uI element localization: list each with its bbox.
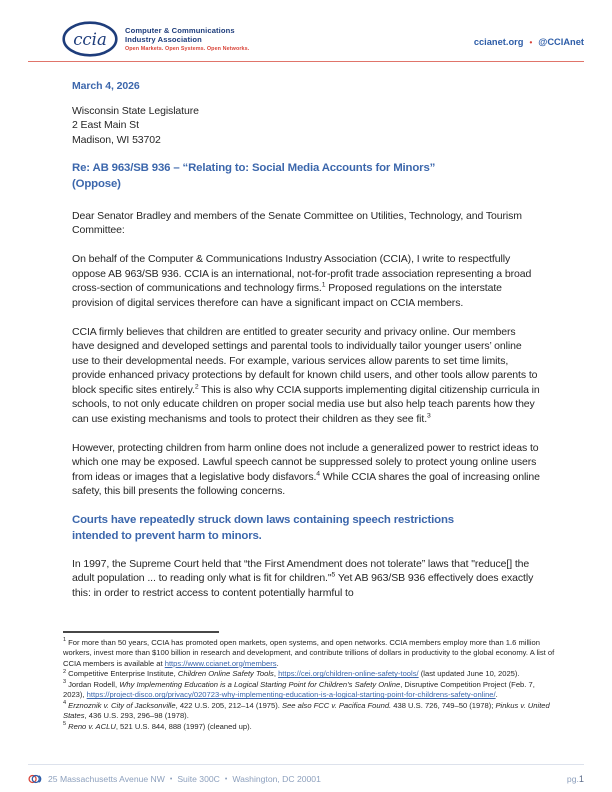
footnote-ref-2: 2 bbox=[194, 383, 199, 391]
footnote-separator bbox=[63, 631, 219, 633]
paragraph-intro bbox=[72, 252, 540, 310]
footnote-4-case2: See also FCC v. Pacifica Found. bbox=[282, 700, 392, 710]
footnote-4-cite1: , 422 U.S. 205, 212–14 (1975). bbox=[175, 700, 282, 710]
footnote-4-case3: Pinkus v. United States bbox=[63, 700, 550, 721]
header-links bbox=[474, 37, 584, 47]
footer-address-block bbox=[28, 774, 321, 784]
org-tagline: Open Markets. Open Systems. Open Networks. bbox=[125, 46, 250, 52]
greeting: Dear Senator Bradley and members of the Senate Committee on Utilities, Technology, and Tourism Committee: bbox=[72, 209, 522, 237]
footnotes-section bbox=[63, 631, 555, 732]
section-heading bbox=[72, 513, 540, 545]
paragraph-lawful-speech bbox=[72, 441, 540, 499]
footnote-5-cite: , 521 U.S. 844, 888 (1997) (cleaned up). bbox=[115, 721, 252, 731]
ccia-logo-icon bbox=[62, 21, 118, 57]
footnote-1-number: 1 bbox=[63, 637, 67, 644]
footer-dot-2: • bbox=[224, 775, 228, 783]
paragraph-parental-tools-text-cont: This is also why CCIA supports implementing digital citizenship curricula in schools, to not only educate children on proper social media use but also help teach parents how they can use existing mechanisms and tools to protect their children as they see fit. bbox=[72, 383, 540, 425]
ccia-members-link[interactable]: https://www.ccianet.org/members bbox=[164, 658, 277, 668]
footer-dot-1: • bbox=[169, 775, 173, 783]
header-divider bbox=[28, 61, 584, 62]
social-handle-link[interactable]: @CCIAnet bbox=[538, 37, 584, 47]
footnote-1 bbox=[63, 638, 555, 670]
recipient-line1: Wisconsin State Legislature bbox=[72, 104, 199, 117]
section-heading-line2: intended to prevent harm to minors. bbox=[72, 529, 262, 542]
page-footer bbox=[28, 774, 584, 784]
ccia-brand bbox=[62, 21, 249, 57]
footnote-4-number: 4 bbox=[63, 700, 67, 707]
website-link[interactable]: ccianet.org bbox=[473, 37, 524, 47]
footnote-2-text: Competitive Enterprise Institute, bbox=[68, 669, 178, 679]
paragraph-intro-text: On behalf of the Computer & Communications Industry Association (CCIA), I write to respectfully oppose AB 963/SB 936. CCIA is an international, not-for-profit trade association representing a broad cross-section of communications and technology firms. bbox=[72, 253, 532, 295]
footnote-3-title: Why Implementing Education is a Logical Starting Point for Children’s Safety Online bbox=[119, 679, 401, 689]
paragraph-parental-tools-text: CCIA firmly believes that children are entitled to greater security and privacy online. Our members have designed and developed settings and parental tools to individually tailor younger users’ online use to their developmental needs. For example, various services allow parents to set time limits, provide enhanced privacy protections by default for known child users, and other tools allow parents to block specific sites entirely. bbox=[72, 325, 538, 396]
footnote-5-case: Reno v. ACLU bbox=[68, 721, 116, 731]
paragraph-supreme-court bbox=[72, 557, 540, 601]
footnote-2-text-end: (last updated June 10, 2025). bbox=[418, 669, 520, 679]
paragraph-lawful-speech-text: However, protecting children from harm online does not include a generalized power to restrict ideas to which one may be exposed. Lawful speech cannot be suppressed solely to protect young online users from ideas or images that a legislative body disfavors. bbox=[72, 441, 539, 483]
letterhead bbox=[62, 21, 584, 57]
footnote-4-cite3: , 436 U.S. 293, 296–98 (1978). bbox=[84, 711, 189, 721]
footnote-2 bbox=[63, 669, 555, 680]
page-number-value: 1 bbox=[578, 774, 584, 784]
footnote-1-text: For more than 50 years, CCIA has promoted open markets, open systems, and open networks. CCIA members employ more than 1.6 million workers, invest more than $100 billion in research and development, and contribute trillions of dollars in productivity to the global economy. A list of CCIA members is available at bbox=[63, 637, 555, 668]
separator-dot: • bbox=[529, 37, 533, 47]
footnote-1-text-end: . bbox=[276, 658, 279, 668]
footnote-4-cite2: 438 U.S. 726, 749–50 (1978); bbox=[391, 700, 496, 710]
recipient-address bbox=[72, 104, 540, 148]
footnote-5 bbox=[63, 722, 555, 733]
footnote-3-number: 3 bbox=[63, 679, 67, 686]
footnote-2-text-mid: , bbox=[273, 669, 279, 679]
footnote-ref-4: 4 bbox=[316, 470, 320, 478]
ccia-rings-icon bbox=[28, 774, 43, 784]
footer-divider bbox=[28, 764, 584, 765]
paragraph-intro-text-cont: Proposed regulations on the interstate provision of digital services therefore can have a significant impact on CCIA members. bbox=[72, 282, 502, 309]
recipient-line3: Madison, WI 53702 bbox=[72, 133, 161, 146]
footnote-3-text-end: . bbox=[495, 690, 498, 700]
footnote-5-number: 5 bbox=[63, 721, 67, 728]
letter-body bbox=[72, 79, 540, 615]
cei-safety-tools-link[interactable]: https://cei.org/children-online-safety-tools/ bbox=[278, 669, 419, 679]
footnote-2-title: Children Online Safety Tools bbox=[177, 669, 274, 679]
letter-date: March 4, 2026 bbox=[72, 80, 140, 92]
footer-suite: Suite 300C bbox=[177, 774, 220, 784]
section-heading-line1: Courts have repeatedly struck down laws containing speech restrictions bbox=[72, 514, 454, 527]
org-name-block bbox=[125, 26, 249, 52]
paragraph-lawful-speech-text-cont: While CCIA shares the goal of increasing online safety, this bill presents the following concerns. bbox=[72, 470, 540, 498]
footer-street: 25 Massachusetts Avenue NW bbox=[48, 774, 165, 784]
footnote-4 bbox=[63, 701, 555, 722]
project-disco-link[interactable]: https://project-disco.org/privacy/020723-why-implementing-education-is-a-logical-starting-point-for-childrens-safety-online/ bbox=[86, 690, 496, 700]
footnote-3 bbox=[63, 680, 555, 701]
footnote-ref-5: 5 bbox=[331, 571, 336, 579]
footnote-4-case1: Erznoznik v. City of Jacksonville bbox=[68, 700, 176, 710]
subject-line bbox=[72, 161, 540, 193]
paragraph-supreme-court-text-cont: Yet AB 963/SB 936 effectively does exactly this: in order to restrict access to content potentially harmful to bbox=[72, 572, 534, 599]
org-name-line2: Industry Association bbox=[125, 35, 202, 44]
recipient-line2: 2 East Main St bbox=[72, 119, 139, 131]
ccia-logo-text: ccia bbox=[73, 30, 107, 49]
footer-city: Washington, DC 20001 bbox=[232, 774, 321, 784]
subject-line1: Re: AB 963/SB 936 – “Relating to: Social Media Accounts for Minors” bbox=[72, 162, 436, 174]
footnote-3-text-mid: , Disruptive Competition Project (Feb. 7, 2023), bbox=[63, 679, 535, 700]
footnote-ref-1: 1 bbox=[321, 281, 326, 289]
footnote-2-number: 2 bbox=[63, 668, 67, 675]
paragraph-parental-tools bbox=[72, 325, 540, 427]
page-number bbox=[567, 774, 584, 784]
footnote-3-text: Jordan Rodell, bbox=[68, 679, 120, 689]
page-number-label: pg. bbox=[566, 774, 579, 784]
org-name-line1: Computer & Communications bbox=[125, 26, 235, 35]
footnote-ref-3: 3 bbox=[427, 412, 431, 420]
org-name bbox=[125, 26, 249, 44]
paragraph-supreme-court-text: In 1997, the Supreme Court held that “the First Amendment does not tolerate” laws that "reduce[] the adult population ... to reading only what is fit for children." bbox=[72, 557, 530, 585]
subject-line2: (Oppose) bbox=[72, 177, 121, 190]
